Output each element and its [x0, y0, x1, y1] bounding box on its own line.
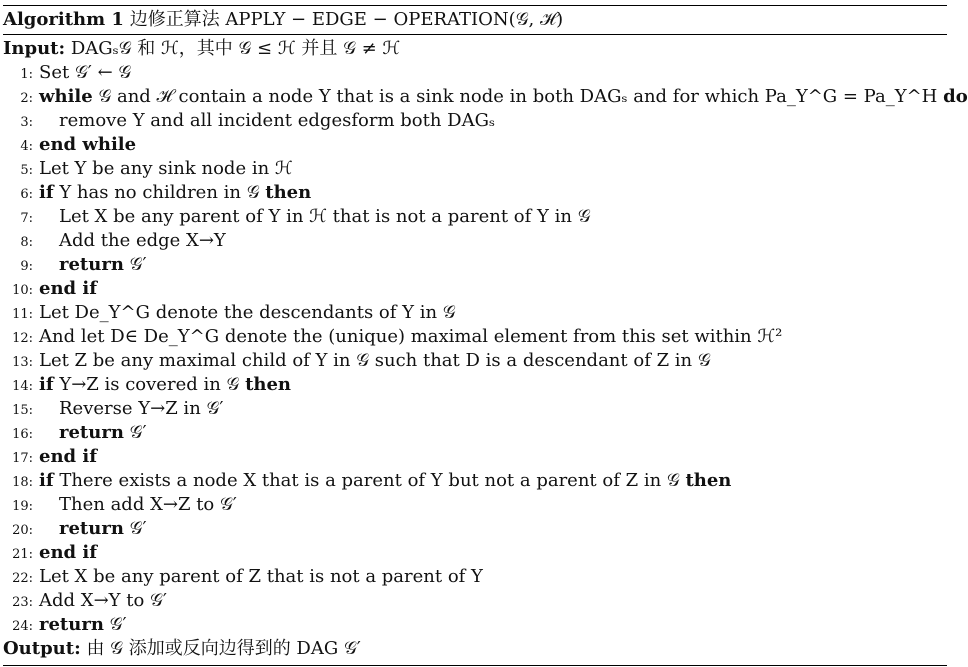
- algorithm-line: [3, 349, 947, 373]
- line-text: if Y has no children in 𝒢 then: [39, 182, 312, 203]
- algorithm-line: [3, 277, 947, 301]
- line-number: 19:: [12, 499, 33, 514]
- line-number: 9:: [20, 259, 33, 274]
- algorithm-label: Algorithm 1: [3, 9, 124, 30]
- algorithm-line: [3, 253, 947, 277]
- line-number: 23:: [12, 595, 33, 610]
- input-label: Input:: [3, 38, 66, 59]
- algorithm-line: [3, 325, 947, 349]
- line-text: while 𝒢 and ℋ contain a node Y that is a sink node in both DAGₛ and for which Pa_Y^G = Pa_Y^H do: [39, 86, 968, 107]
- line-text: Reverse Y→Z in 𝒢′: [59, 398, 224, 419]
- line-text: Add X→Y to 𝒢′: [39, 590, 167, 611]
- line-text: if Y→Z is covered in 𝒢 then: [39, 374, 292, 395]
- line-number: 3:: [20, 115, 33, 130]
- algorithm-body: [3, 35, 968, 661]
- algorithm-line: [3, 133, 947, 157]
- line-number: 21:: [12, 547, 33, 562]
- line-number: 8:: [20, 235, 33, 250]
- line-number: 24:: [12, 619, 33, 634]
- line-text: Let De_Y^G denote the descendants of Y in 𝒢: [39, 302, 456, 323]
- line-number: 1:: [20, 67, 33, 82]
- line-number: 16:: [12, 427, 33, 442]
- algorithm-line: [3, 517, 947, 541]
- line-number: 7:: [20, 211, 33, 226]
- algorithm-block: [3, 5, 968, 666]
- line-text: return 𝒢′: [59, 254, 147, 275]
- line-text: Let X be any parent of Y in ℋ that is not a parent of Y in 𝒢: [59, 206, 591, 227]
- line-text: Then add X→Z to 𝒢′: [59, 494, 237, 515]
- algorithm-line: [3, 565, 947, 589]
- algorithm-line: [3, 373, 947, 397]
- line-number: 18:: [12, 475, 33, 490]
- line-text: return 𝒢′: [59, 518, 147, 539]
- line-text: Set 𝒢′ ← 𝒢: [39, 62, 132, 83]
- algorithm-title: 边修正算法 APPLY − EDGE − OPERATION(𝒢, ℋ): [129, 9, 564, 30]
- line-number: 10:: [12, 283, 33, 298]
- line-text: And let D∈ De_Y^G denote the (unique) maximal element from this set within ℋ²: [39, 326, 783, 347]
- output-text: 由 𝒢 添加或反向边得到的 DAG 𝒢′: [86, 638, 361, 659]
- algorithm-line: [3, 229, 947, 253]
- algorithm-line: [3, 109, 947, 133]
- algorithm-line: [3, 181, 947, 205]
- algorithm-line: [3, 205, 947, 229]
- line-text: Add the edge X→Y: [59, 230, 226, 251]
- line-number: 17:: [12, 451, 33, 466]
- algorithm-line: [3, 469, 947, 493]
- line-text: Let Z be any maximal child of Y in 𝒢 such that D is a descendant of Z in 𝒢: [39, 350, 711, 371]
- line-text: Let X be any parent of Z that is not a parent of Y: [39, 566, 483, 587]
- algorithm-line: [3, 589, 947, 613]
- line-text: end while: [39, 134, 137, 155]
- line-text: end if: [39, 446, 97, 467]
- line-text: if There exists a node X that is a parent of Y but not a parent of Z in 𝒢 then: [39, 470, 732, 491]
- line-number: 13:: [12, 355, 33, 370]
- line-number: 5:: [20, 163, 33, 178]
- line-number: 20:: [12, 523, 33, 538]
- algorithm-line: [3, 397, 947, 421]
- algorithm-line: [3, 61, 947, 85]
- line-number: 22:: [12, 571, 33, 586]
- input-line: [3, 37, 947, 61]
- line-text: return 𝒢′: [59, 422, 147, 443]
- algorithm-line: [3, 445, 947, 469]
- algorithm-line: [3, 613, 947, 637]
- line-text: Let Y be any sink node in ℋ: [39, 158, 293, 179]
- algorithm-caption: [3, 6, 947, 34]
- bottom-rule: [3, 665, 947, 666]
- input-text: DAGₛ𝒢 和 ℋ，其中 𝒢 ≤ ℋ 并且 𝒢 ≠ ℋ: [70, 38, 401, 59]
- line-number: 2:: [20, 91, 33, 106]
- line-number: 14:: [12, 379, 33, 394]
- algorithm-line: [3, 493, 947, 517]
- algorithm-lines: [3, 61, 968, 637]
- algorithm-line: [3, 85, 968, 109]
- line-text: end if: [39, 278, 97, 299]
- line-number: 4:: [20, 139, 33, 154]
- algorithm-line: [3, 301, 947, 325]
- algorithm-line: [3, 541, 947, 565]
- line-number: 12:: [12, 331, 33, 346]
- line-number: 15:: [12, 403, 33, 418]
- algorithm-line: [3, 157, 947, 181]
- line-text: end if: [39, 542, 97, 563]
- line-text: return 𝒢′: [39, 614, 127, 635]
- algorithm-line: [3, 421, 947, 445]
- line-number: 11:: [12, 307, 33, 322]
- output-label: Output:: [3, 638, 81, 659]
- line-text: remove Y and all incident edgesform both DAGₛ: [59, 110, 496, 131]
- line-number: 6:: [20, 187, 33, 202]
- output-line: [3, 637, 947, 661]
